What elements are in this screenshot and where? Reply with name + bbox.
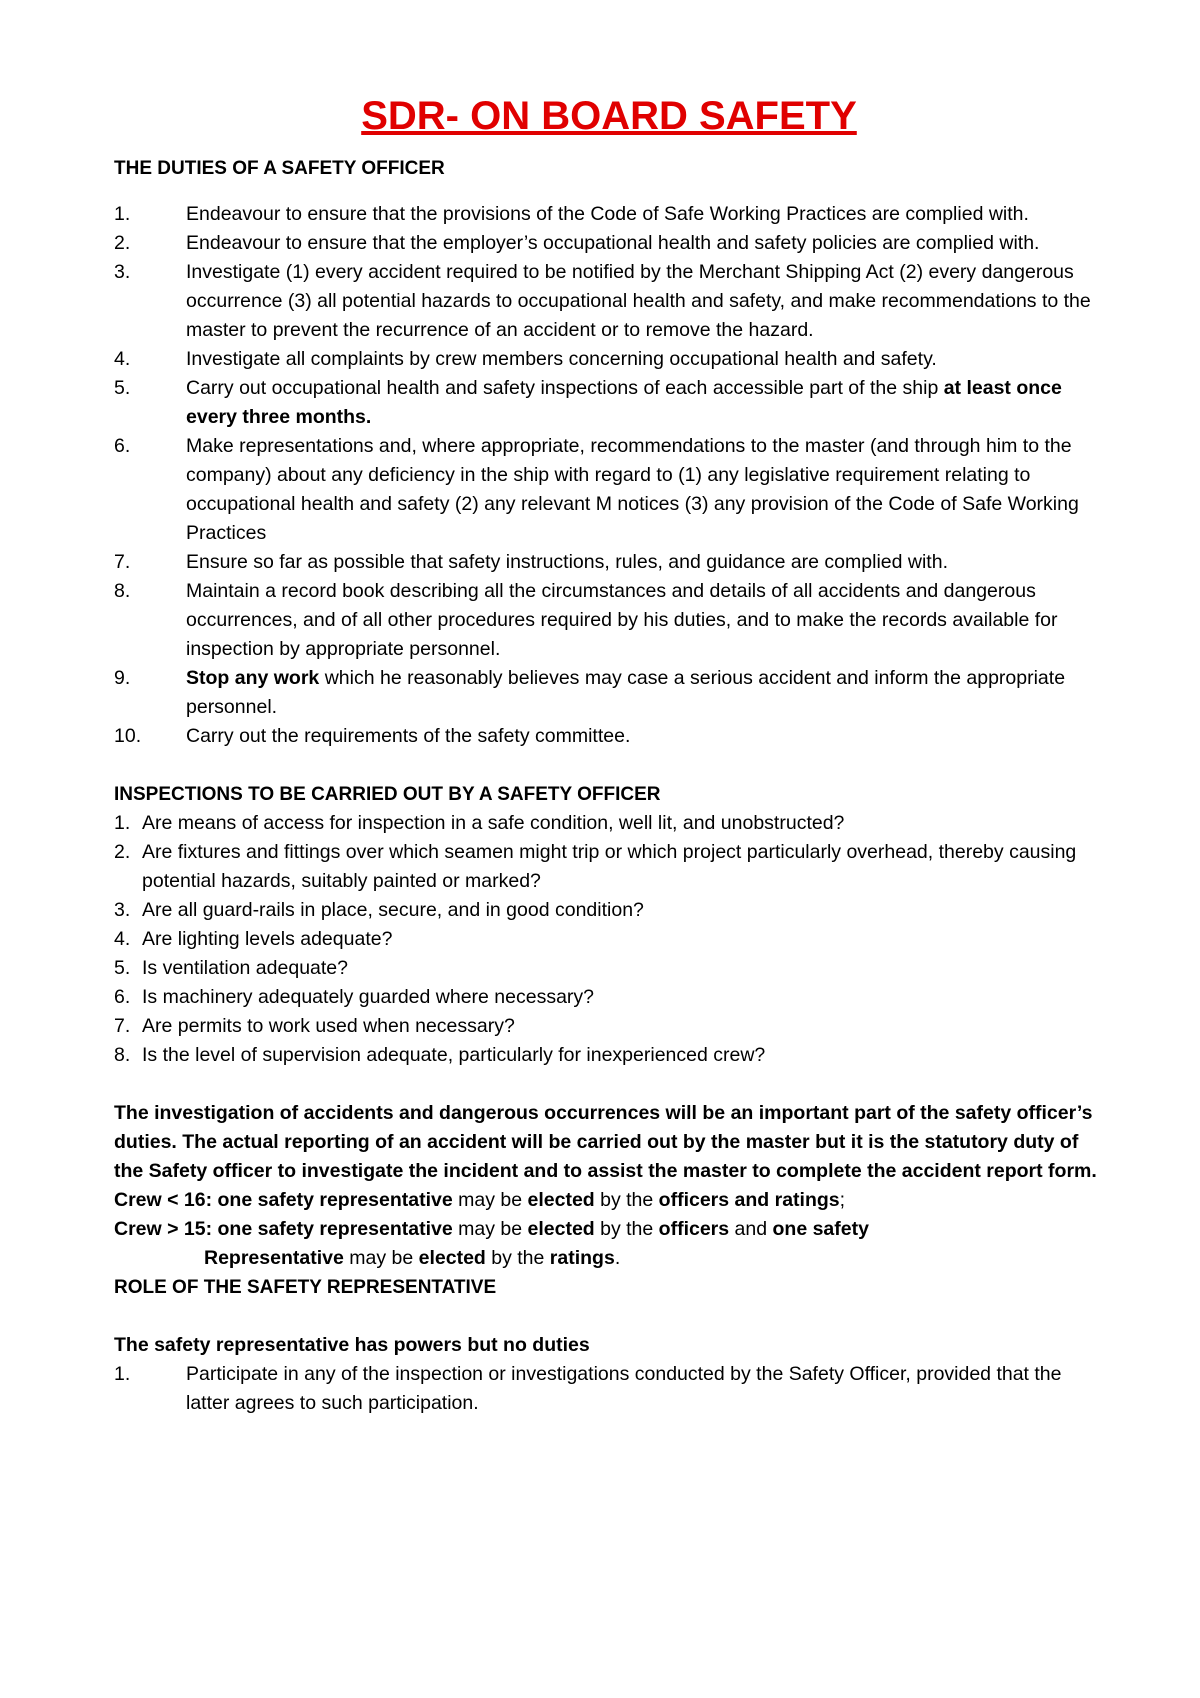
duty-item: 6. Make representations and, where appropriate, recommendations to the master (and through him to the company) about any deficiency in the ship with regard to (1) any legislative requirement relating to occupational health and safety (2) any relevant M notices (3) any provision of the Code of Safe Working Practices xyxy=(114,435,1079,544)
inspection-item: 8. Is the level of supervision adequate, particularly for inexperienced crew? xyxy=(114,1044,766,1066)
duties-list xyxy=(114,200,1104,751)
duty-item: 7. Ensure so far as possible that safety instructions, rules, and guidance are complied with. xyxy=(114,551,948,573)
inspections-list xyxy=(114,809,1104,1070)
investigation-paragraph: The investigation of accidents and dangerous occurrences will be an important part of the safety officer’s duties. The actual reporting of an accident will be carried out by the master but it is the statutory duty of the Safety officer to investigate the incident and to assist the master to complete the accident report form. xyxy=(114,1102,1097,1182)
inspection-item: 4. Are lighting levels adequate? xyxy=(114,928,393,950)
duty-item: 2. Endeavour to ensure that the employer’s occupational health and safety policies are complied with. xyxy=(114,232,1040,254)
crew-rule-small: Crew < 16: one safety representative may be elected by the officers and ratings; xyxy=(114,1189,846,1211)
inspection-item: 2. Are fixtures and fittings over which seamen might trip or which project particularly overhead, thereby causing potential hazards, suitably painted or marked? xyxy=(114,841,1077,892)
duty-item: 3. Investigate (1) every accident required to be notified by the Merchant Shipping Act (2) every dangerous occurrence (3) all potential hazards to occupational health and safety, and make recommendations to the master to prevent the recurrence of an accident or to remove the hazard. xyxy=(114,261,1091,341)
document-title: SDR- ON BOARD SAFETY xyxy=(361,94,857,138)
crew-rule-large: Crew > 15: one safety representative may be elected by the officers and one safety xyxy=(114,1218,869,1240)
spacer xyxy=(114,1302,1104,1331)
duty-item: 5. Carry out occupational health and safety inspections of each accessible part of the ship at least once every three months. xyxy=(114,377,1062,428)
duty-item: 8. Maintain a record book describing all the circumstances and details of all accidents and dangerous occurrences, and of all other procedures required by his duties, and to make the records available for inspection by appropriate personnel. xyxy=(114,580,1058,660)
inspection-item: 6. Is machinery adequately guarded where necessary? xyxy=(114,986,595,1008)
inspection-item: 7. Are permits to work used when necessary? xyxy=(114,1015,515,1037)
duty-item: 10. Carry out the requirements of the safety committee. xyxy=(114,725,631,747)
spacer xyxy=(114,183,1104,200)
representative-item: 1. Participate in any of the inspection or investigations conducted by the Safety Officer, provided that the latter agrees to such participation. xyxy=(114,1363,1062,1414)
representative-list xyxy=(114,1360,1104,1418)
duty-item: 1. Endeavour to ensure that the provisions of the Code of Safe Working Practices are complied with. xyxy=(114,203,1029,225)
crew-rule-large-cont: Representative may be elected by the ratings. xyxy=(204,1247,621,1269)
inspections-heading: INSPECTIONS TO BE CARRIED OUT BY A SAFETY OFFICER xyxy=(114,784,661,805)
spacer xyxy=(114,751,1104,780)
inspection-item: 3. Are all guard-rails in place, secure, and in good condition? xyxy=(114,899,644,921)
duty-item: 4. Investigate all complaints by crew members concerning occupational health and safety. xyxy=(114,348,937,370)
inspection-item: 1. Are means of access for inspection in a safe condition, well lit, and unobstructed? xyxy=(114,812,845,834)
duty-item: 9. Stop any work which he reasonably believes may case a serious accident and inform the appropriate personnel. xyxy=(114,667,1066,718)
duties-heading: THE DUTIES OF A SAFETY OFFICER xyxy=(114,158,445,179)
inspection-item: 5. Is ventilation adequate? xyxy=(114,957,348,979)
representative-heading: ROLE OF THE SAFETY REPRESENTATIVE xyxy=(114,1277,497,1298)
spacer xyxy=(114,1070,1104,1099)
representative-subheading: The safety representative has powers but no duties xyxy=(114,1334,590,1356)
